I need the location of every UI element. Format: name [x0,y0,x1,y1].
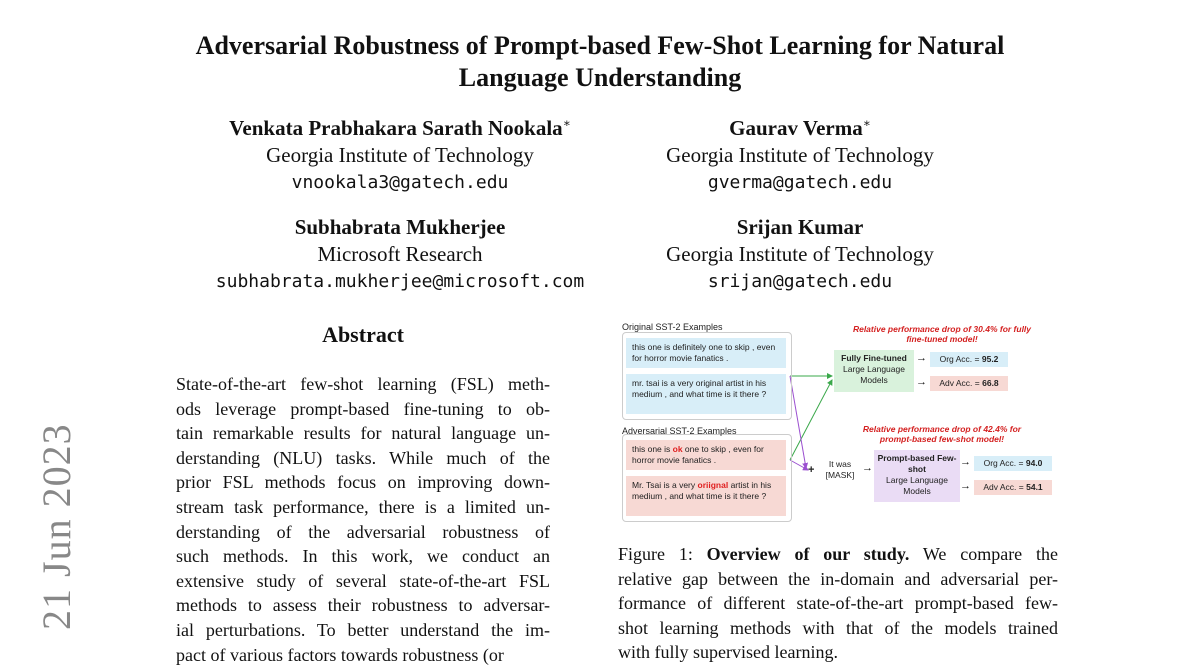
abstract-line: ial perturbations. To better understand the im- [176,619,550,640]
title-line-2: Language Understanding [458,63,742,92]
figure-caption [618,542,1058,665]
author-affiliation: Georgia Institute of Technology [666,143,934,167]
acc-value: 94.0 [1025,458,1043,468]
author-email[interactable]: srijan@gatech.edu [707,271,893,292]
abstract-line: pact of various factors towards robustness (or [176,644,504,665]
prompt-adv-acc [974,480,1052,495]
abstract-heading: Abstract [322,322,404,347]
acc-label: Adv Acc. = [983,482,1027,492]
arxiv-date-stamp: 21 Jun 2023 [34,423,79,630]
prompt-model-subtitle: Large Language Models [886,475,948,496]
abstract-line: tain remarkable results for natural language un- [176,423,550,444]
original-example-1: this one is definitely one to skip , even for horror movie fanatics . [626,338,786,368]
author-affiliation: Georgia Institute of Technology [666,242,934,266]
arrow-icon: → [960,480,971,492]
adv-text: one to skip , even for horror movie fanatics . [632,444,764,465]
author-block-2 [570,110,1030,197]
title-line-1: Adversarial Robustness of Prompt-based Few-Shot Learning for Natural [195,31,1005,60]
adversarial-example-2 [626,476,786,516]
abstract-line: methods to assess their robustness to adversar- [176,595,550,616]
caption-line: shot learning methods with that of the models trained [618,617,1058,638]
adversarial-examples-label: Adversarial SST-2 Examples [622,426,737,436]
abstract-line: derstanding (NLU) tasks. While much of the [176,447,550,468]
plus-sign: + [808,464,815,476]
finetuned-subtitle: Large Language Models [843,364,905,385]
author-email[interactable]: gverma@gatech.edu [707,172,893,193]
equal-contribution-mark: ∗ [862,116,871,130]
arrow-icon: → [862,462,873,474]
caption-line: relative gap between the in-domain and adversarial per- [618,568,1058,589]
acc-label: Org Acc. = [983,458,1026,468]
finetuned-model-box [834,350,914,392]
abstract-line: stream task performance, there is a limited un- [176,496,550,517]
abstract-line: such methods. In this work, we conduct an [176,546,550,567]
caption-bold: Overview of our study. [706,544,910,564]
finetuned-title: Fully Fine-tuned [841,353,907,363]
acc-value: 66.8 [982,378,999,388]
adversarial-example-1 [626,440,786,470]
arrow-icon: → [916,352,927,364]
finetuned-org-acc [930,352,1008,367]
drop-annotation-prompt: Relative performance drop of 42.4% for prompt-based few-shot model! [862,424,1022,444]
author-block-3 [170,214,630,296]
equal-contribution-mark: ∗ [562,116,571,130]
prompt-model-box [874,450,960,502]
abstract-line: prior FSL methods focus on improving down- [176,472,550,493]
abstract-line: extensive study of several state-of-the-art FSL [176,570,550,591]
author-name: Srijan Kumar [736,215,864,239]
abstract-line: State-of-the-art few-shot learning (FSL) meth- [176,374,550,394]
author-name: Gaurav Verma [729,116,863,140]
acc-label: Adv Acc. = [939,378,983,388]
abstract-line: derstanding of the adversarial robustness of [176,521,550,542]
arrow-original-to-prompt [790,376,806,468]
abstract-body [176,372,550,667]
adv-text: artist in his medium , and what time is it there ? [632,480,772,501]
finetuned-adv-acc [930,376,1008,391]
arrow-adversarial-to-finetuned [790,380,832,460]
caption-line: with fully supervised learning. [618,642,838,663]
drop-annotation-finetuned: Relative performance drop of 30.4% for fully fine-tuned model! [852,324,1032,344]
perturbed-word: ok [672,444,683,454]
author-block-4 [570,214,1030,296]
paper-title [100,30,1100,94]
author-email[interactable]: subhabrata.mukherjee@microsoft.com [215,271,585,292]
prompt-template: It was [MASK] [825,459,855,480]
caption-line: formance of different state-of-the-art prompt-based few- [618,593,1058,614]
original-example-2: mr. tsai is a very original artist in his medium , and what time is it there ? [626,374,786,414]
abstract-line: ods leverage prompt-based fine-tuning to ob- [176,398,550,419]
caption-line [618,542,1058,567]
author-name: Venkata Prabhakara Sarath Nookala [229,116,563,140]
author-affiliation: Georgia Institute of Technology [266,143,534,167]
prompt-model-title: Prompt-based Few-shot [877,453,957,474]
arrow-icon: → [960,456,971,468]
author-email[interactable]: vnookala3@gatech.edu [291,172,509,193]
prompt-org-acc [974,456,1052,471]
caption-label: Figure 1: [618,544,693,564]
perturbed-word: oriignal [697,480,729,490]
original-examples-label: Original SST-2 Examples [622,322,723,332]
acc-value: 54.1 [1026,482,1043,492]
author-name: Subhabrata Mukherjee [294,215,506,239]
acc-label: Org Acc. = [939,354,982,364]
caption-text: We compare the [922,544,1058,564]
figure-overview [616,318,1066,528]
adv-text: this one is [632,444,673,454]
arrow-icon: → [916,376,927,388]
adv-text: Mr. Tsai is a very [632,480,698,490]
author-block-1 [170,110,630,197]
acc-value: 95.2 [981,354,999,364]
author-affiliation: Microsoft Research [317,242,483,266]
